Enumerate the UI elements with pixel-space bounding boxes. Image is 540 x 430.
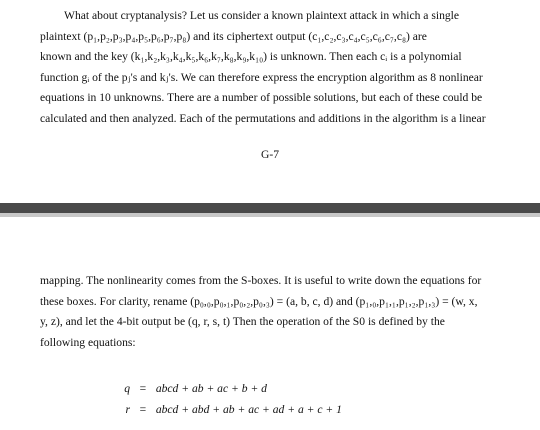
- text-line: What about cryptanalysis? Let us consider a known plaintext attack in which a single: [64, 9, 460, 22]
- text-line: known and the key (k₁,k₂,k₃,k₄,k₅,k₆,k₇,k₈,k₉,k₁₀) is unknown. Then each cᵢ is a polynomial: [40, 50, 462, 63]
- page-separator-shadow: [0, 213, 540, 217]
- equation-block: [118, 379, 342, 420]
- text-line: following equations:: [40, 335, 136, 349]
- equation-operator: =: [139, 382, 147, 395]
- equation-rhs: abcd + ab + ac + b + d: [155, 382, 267, 395]
- document-page-top: [0, 0, 540, 195]
- text-line: equations in 10 unknowns. There are a number of possible solutions, but each of these could be: [40, 91, 483, 104]
- text-line: mapping. The nonlinearity comes from the S-boxes. It is useful to write down the equations for: [40, 274, 482, 287]
- text-line: plaintext (p₁,p₂,p₃,p₄,p₅,p₆,p₇,p₈) and its ciphertext output (c₁,c₂,c₃,c₄,c₅,c₆,c₇,c₈) are: [40, 29, 427, 43]
- paragraph-sbox: [40, 271, 498, 353]
- equation-rhs: abcd + abd + ab + ac + ad + a + c + 1: [155, 402, 342, 416]
- text-line: y, z), and let the 4-bit output be (q, r, s, t) Then the operation of the S0 is defined by the: [40, 315, 445, 328]
- equation-q: [118, 379, 342, 400]
- text-line: calculated and then analyzed. Each of the permutations and additions in the algorithm is a linear: [40, 111, 486, 125]
- equation-lhs: r: [125, 402, 130, 416]
- page-separator: [0, 203, 540, 213]
- equation-operator: =: [139, 402, 147, 416]
- paragraph-cryptanalysis: [40, 6, 498, 129]
- text-line: function gᵢ of the pⱼ's and kⱼ's. We can therefore express the encryption algorithm as 8 nonlinear: [40, 70, 483, 84]
- equation-lhs: q: [124, 382, 130, 395]
- text-line: these boxes. For clarity, rename (p₀,₀,p₀,₁,p₀,₂,p₀,₃) = (a, b, c, d) and (p₁,₀,p₁,₁,p₁,₂,p₁,₃) = (w, x,: [40, 294, 478, 308]
- page-number: G-7: [260, 148, 280, 161]
- equation-r: [118, 400, 342, 421]
